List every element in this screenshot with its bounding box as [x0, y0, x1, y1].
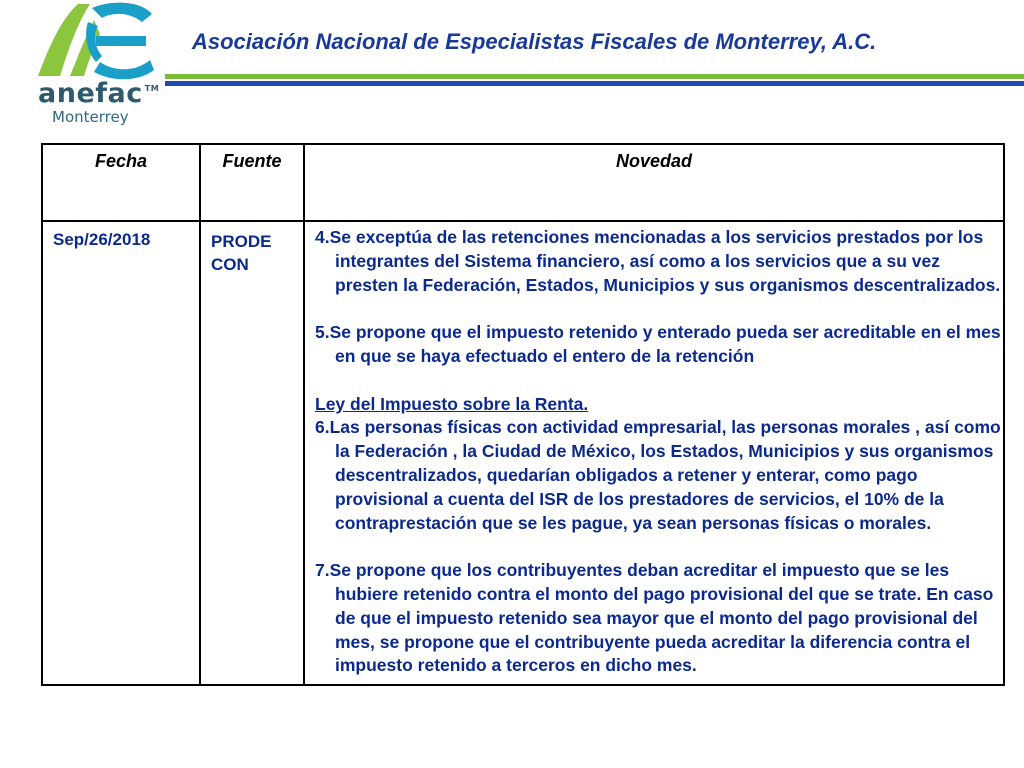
- logo-wordmark: anefac ™: [38, 78, 160, 109]
- cell-fecha: Sep/26/2018: [42, 221, 200, 685]
- cell-fuente: [200, 221, 304, 685]
- anefac-logo: [30, 0, 160, 130]
- item-5: 5.Se propone que el impuesto retenido y enterado pueda ser acreditable en el mes en que se haya efectuado el entero de la retención: [315, 322, 1001, 366]
- cell-novedad: [304, 221, 1004, 685]
- header-fuente: Fuente: [200, 144, 304, 221]
- news-table: [41, 143, 1005, 686]
- item-4: 4.Se exceptúa de las retenciones mencionadas a los servicios prestados por los integrantes del Sistema financiero, así como a los servicios que a su vez presten la Federación, Estados, Municipios y sus organismos descentralizados.: [315, 227, 1001, 295]
- law-heading: Ley del Impuesto sobre la Renta.: [315, 393, 589, 414]
- table-header-row: [42, 144, 1004, 221]
- logo-city: Monterrey: [52, 108, 129, 126]
- page-title: Asociación Nacional de Especialistas Fiscales de Monterrey, A.C.: [192, 29, 877, 54]
- fuente-line-1: PRODE: [211, 232, 272, 251]
- trademark-mark: TM: [144, 84, 160, 93]
- item-7: 7.Se propone que los contribuyentes deban acreditar el impuesto que se les hubiere retenido contra el monto del pago provisional del que se trate. En caso de que el impuesto retenido sea mayor que el monto del pago provisional del mes, se propone que el contribuyente pueda acreditar la diferencia contra el impuesto retenido a terceros en dicho mes.: [315, 560, 994, 676]
- header-novedad: Novedad: [304, 144, 1004, 221]
- fuente-line-2: CON: [211, 255, 249, 274]
- item-6: 6.Las personas físicas con actividad empresarial, las personas morales , así como la Federación , la Ciudad de México, los Estados, Municipios y sus organismos descentralizados, quedarían obligados a retener y enterar, como pago provisional a cuenta del ISR de los prestadores de servicios, el 10% de la contraprestación que se les pague, ya sean personas físicas o morales.: [315, 417, 1001, 533]
- header-divider-green: [165, 74, 1024, 79]
- header-fecha: Fecha: [42, 144, 200, 221]
- header-divider-blue: [165, 81, 1024, 86]
- ae-logo-mark-icon: [30, 0, 155, 80]
- table-row: [42, 221, 1004, 685]
